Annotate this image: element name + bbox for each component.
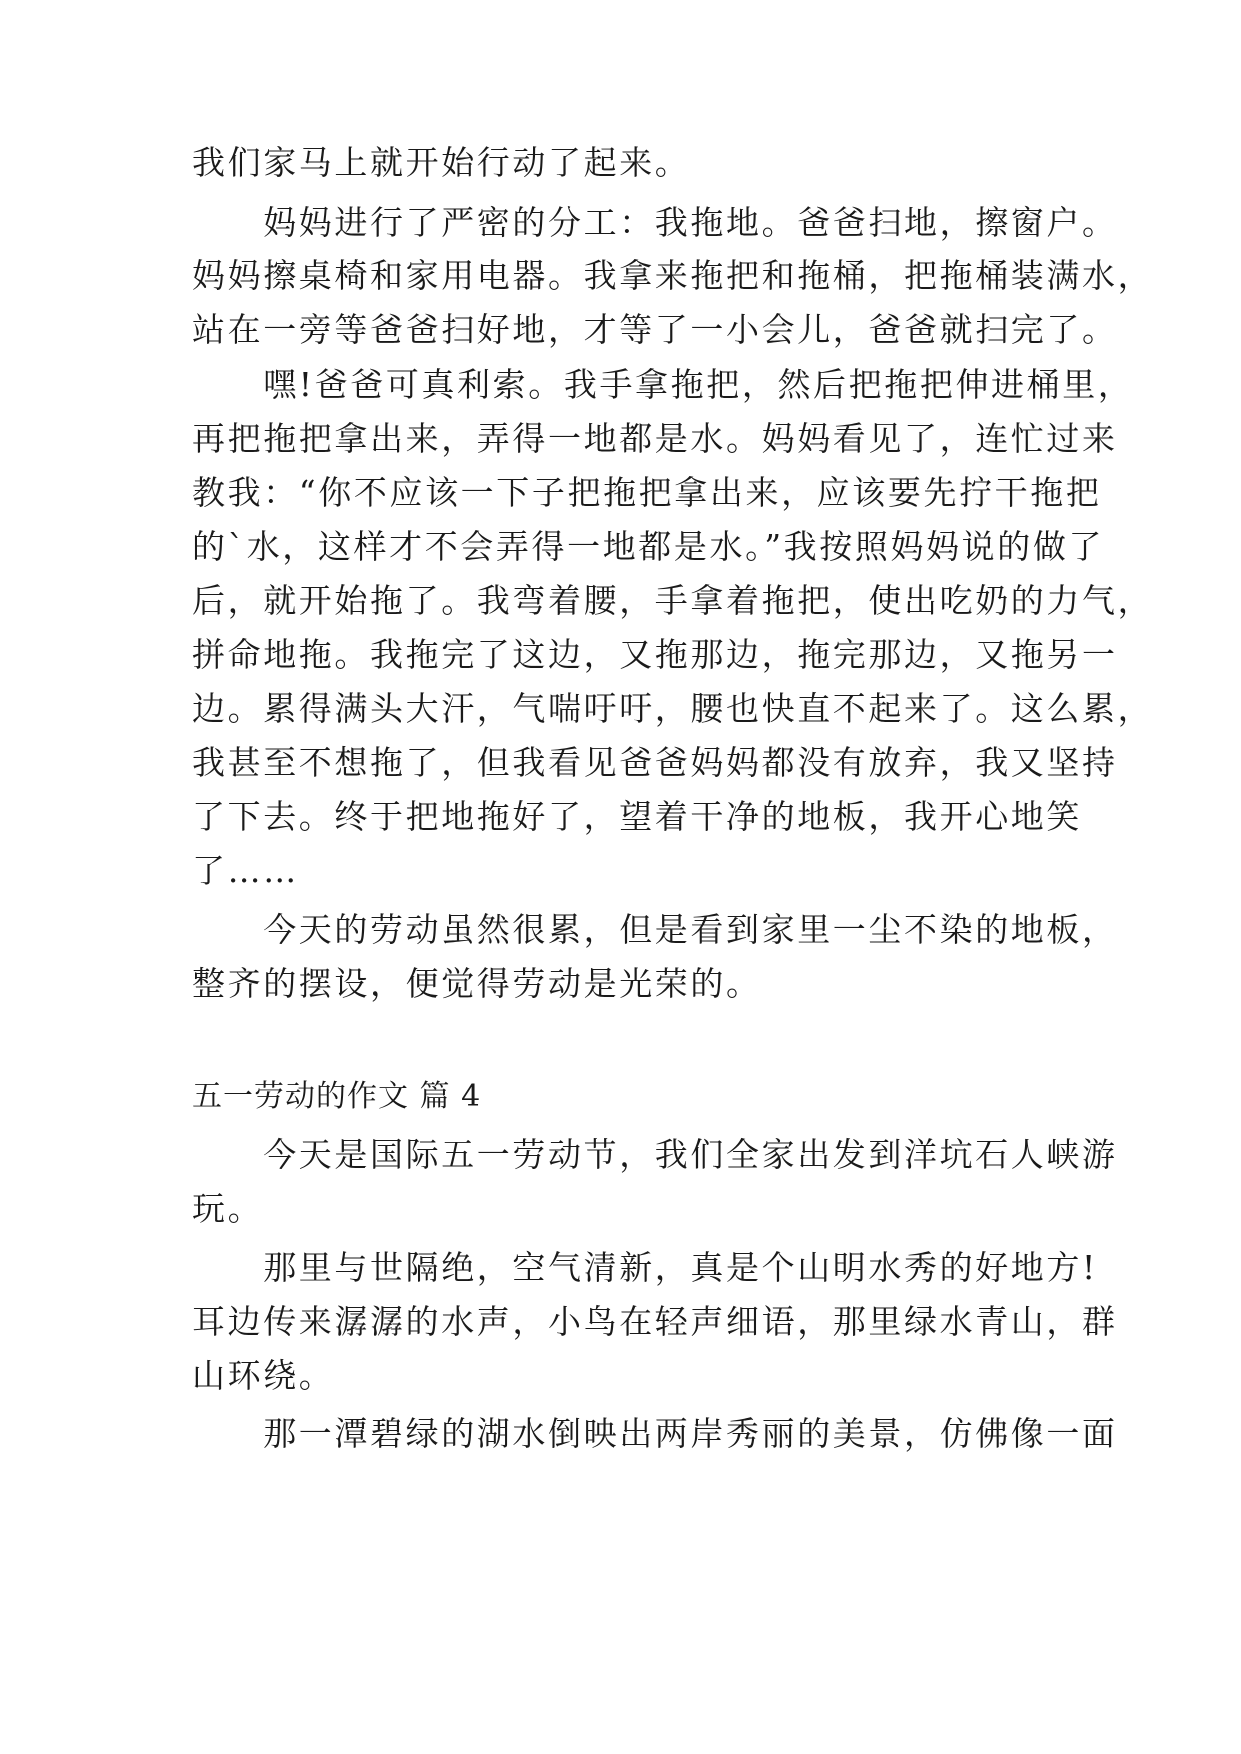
paragraph-2-line-2: 妈妈擦桌椅和家用电器。我拿来拖把和拖桶，把拖桶装满水，	[192, 256, 1154, 295]
paragraph-3-line-7: 边。累得满头大汗，气喘吁吁，腰也快直不起来了。这么累，	[192, 689, 1154, 728]
paragraph-3-line-2: 再把拖把拿出来，弄得一地都是水。妈妈看见了，连忙过来	[192, 419, 1118, 458]
section-heading: 五一劳动的作文 篇 4	[192, 1079, 482, 1114]
paragraph-6-line-3: 山环绕。	[192, 1356, 335, 1395]
paragraph-7-line-1: 那一潭碧绿的湖水倒映出两岸秀丽的美景，仿佛像一面	[192, 1414, 1118, 1453]
paragraph-5-line-2: 玩。	[192, 1189, 264, 1228]
paragraph-4-line-1: 今天的劳动虽然很累，但是看到家里一尘不染的地板，	[192, 910, 1118, 949]
paragraph-5-line-1: 今天是国际五一劳动节，我们全家出发到洋坑石人峡游	[192, 1135, 1118, 1174]
paragraph-3-line-3: 教我：“你不应该一下子把拖把拿出来，应该要先拧干拖把	[192, 473, 1102, 512]
paragraph-6-line-2: 耳边传来潺潺的水声，小鸟在轻声细语，那里绿水青山，群	[192, 1302, 1118, 1341]
paragraph-3-line-1: 嘿!爸爸可真利索。我手拿拖把，然后把拖把伸进桶里，	[192, 365, 1134, 404]
paragraph-3-line-5: 后，就开始拖了。我弯着腰，手拿着拖把，使出吃奶的力气，	[192, 581, 1154, 620]
paragraph-3-line-4: 的`水，这样才不会弄得一地都是水。”我按照妈妈说的做了	[192, 527, 1105, 566]
paragraph-4-line-2: 整齐的摆设，便觉得劳动是光荣的。	[192, 964, 762, 1003]
paragraph-1-line-1: 我们家马上就开始行动了起来。	[192, 143, 691, 182]
paragraph-3-line-8: 我甚至不想拖了，但我看见爸爸妈妈都没有放弃，我又坚持	[192, 743, 1118, 782]
paragraph-2-line-1: 妈妈进行了严密的分工：我拖地。爸爸扫地，擦窗户。	[192, 203, 1118, 242]
paragraph-3-line-10: 了……	[192, 851, 299, 890]
paragraph-3-line-9: 了下去。终于把地拖好了，望着干净的地板，我开心地笑	[192, 797, 1082, 836]
paragraph-6-line-1: 那里与世隔绝，空气清新，真是个山明水秀的好地方!	[192, 1248, 1098, 1287]
paragraph-3-line-6: 拼命地拖。我拖完了这边，又拖那边，拖完那边，又拖另一	[192, 635, 1118, 674]
paragraph-2-line-3: 站在一旁等爸爸扫好地，才等了一小会儿，爸爸就扫完了。	[192, 310, 1118, 349]
